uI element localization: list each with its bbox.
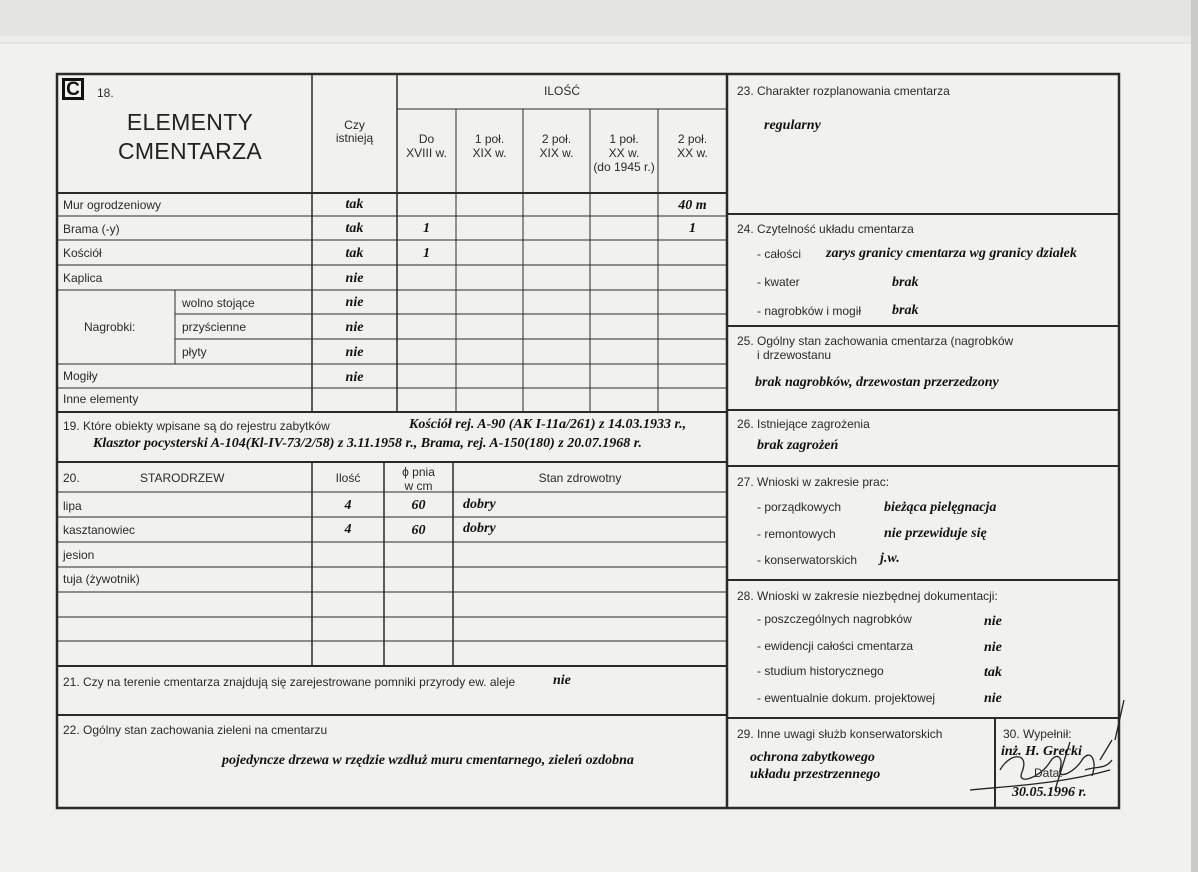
period-5-line2: XX w. <box>677 146 708 160</box>
s28-label: 28. Wnioski w zakresie niezbędnej dokumentacji: <box>737 589 998 603</box>
s24-kwater-label: - kwater <box>757 275 800 289</box>
s30-label: 30. Wypełnił: <box>1003 727 1072 741</box>
tree-kasztanowiec-phi: 60 <box>411 523 426 538</box>
s24-kwater-value: brak <box>892 275 919 290</box>
s29-line2: układu przestrzennego <box>750 767 881 782</box>
s28-studium-value: tak <box>984 665 1002 680</box>
s25-value: brak nagrobków, drzewostan przerzedzony <box>755 375 999 390</box>
s28-ewidencji-label: - ewidencji całości cmentarza <box>757 639 914 653</box>
tree-lipa-ilosc: 4 <box>344 498 352 513</box>
s19-line2: Klasztor pocysterski A-104(Kl-IV-73/2/58) z 3.11.1958 r., Brama, rej. A-150(180) z 20.07.1968 r. <box>93 436 642 451</box>
row-brama-czy: tak <box>345 221 364 236</box>
s26-label: 26. Istniejące zagrożenia <box>737 417 870 431</box>
s30-date-label: Data: <box>1034 766 1063 780</box>
period-4-line3: (do 1945 r.) <box>593 160 655 174</box>
period-3-line2: XIX w. <box>539 146 574 160</box>
s27-remontowych-label: - remontowych <box>757 527 836 541</box>
s26-value: brak zagrożeń <box>757 438 839 453</box>
brama-qty-do-xviii: 1 <box>423 221 430 236</box>
s24-calosci-label: - całości <box>757 247 802 261</box>
row-mogily-czy: nie <box>345 370 364 385</box>
tree-jesion-name: jesion <box>63 548 95 562</box>
brama-qty-2pol-xx: 1 <box>689 221 696 236</box>
s30-date: 30.05.1996 r. <box>1012 785 1087 800</box>
s24-nagrobkow-value: brak <box>892 303 919 318</box>
row-kaplica-label: Kaplica <box>63 271 103 285</box>
nagrobki-label: Nagrobki: <box>84 320 136 334</box>
s20-ilosc-header: Ilość <box>335 471 361 485</box>
row-mogily-label: Mogiły <box>63 369 98 383</box>
s21-value: nie <box>553 673 571 688</box>
row-wolno-czy: nie <box>345 295 364 310</box>
s20-phi-line1: ϕ pnia <box>402 465 435 479</box>
s25-label-line1: 25. Ogólny stan zachowania cmentarza (nagrobków <box>737 334 1014 348</box>
s27-remontowych-value: nie przewiduje się <box>884 526 987 541</box>
tree-lipa-phi: 60 <box>411 498 426 513</box>
s30-name: inż. H. Grecki <box>1001 744 1082 759</box>
period-1-line1: Do <box>418 132 435 146</box>
row-inne-label: Inne elementy <box>63 392 139 406</box>
s19-line1: Kościół rej. A-90 (AK I-11a/261) z 14.03.1933 r., <box>409 417 687 432</box>
row-brama-label: Brama (-y) <box>63 222 120 236</box>
s25-label-line2: i drzewostanu <box>757 348 832 362</box>
s27-konserwatorskich-label: - konserwatorskich <box>757 553 858 567</box>
row-kosciol-label: Kościół <box>63 246 102 260</box>
row-plyty-label: płyty <box>182 345 207 359</box>
s22-value: pojedyncze drzewa w rzędzie wzdłuż muru cmentarnego, zieleń ozdobna <box>222 753 634 768</box>
section-18-number: 18. <box>97 86 114 100</box>
mur-qty-2pol-xx: 40 m <box>678 198 707 213</box>
s19-label: 19. Które obiekty wpisane są do rejestru zabytków <box>63 419 330 433</box>
row-plyty-czy: nie <box>345 345 364 360</box>
s20-number: 20. <box>63 471 80 485</box>
row-kaplica-czy: nie <box>345 271 364 286</box>
s28-projektowej-value: nie <box>984 691 1002 706</box>
s28-studium-label: - studium historycznego <box>757 664 884 678</box>
s28-nagrobkow-value: nie <box>984 614 1002 629</box>
period-2-line1: 1 poł. <box>474 132 505 146</box>
s23-label: 23. Charakter rozplanowania cmentarza <box>737 84 950 98</box>
s22-label: 22. Ogólny stan zachowania zieleni na cmentarzu <box>63 723 328 737</box>
s24-nagrobkow-label: - nagrobków i mogił <box>757 304 862 318</box>
s27-label: 27. Wnioski w zakresie prac: <box>737 475 890 489</box>
s28-ewidencji-value: nie <box>984 640 1002 655</box>
row-wolno-label: wolno stojące <box>182 296 255 310</box>
s24-calosci-value: zarys granicy cmentarza wg granicy działek <box>826 246 1077 261</box>
elementy-title-line2: CMENTARZA <box>117 138 263 164</box>
tree-lipa-name: lipa <box>63 499 82 513</box>
row-mur-czy: tak <box>345 197 364 212</box>
tree-kasztanowiec-name: kasztanowiec <box>63 523 136 537</box>
s29-label: 29. Inne uwagi służb konserwatorskich <box>737 727 943 741</box>
czy-header-line2: istnieją <box>335 131 374 145</box>
s23-value: regularny <box>764 118 821 133</box>
row-mur-label: Mur ogrodzeniowy <box>63 198 162 212</box>
period-5-line1: 2 poł. <box>677 132 708 146</box>
period-4-line2: XX w. <box>608 146 640 160</box>
s27-porzadkowych-value: bieżąca pielęgnacja <box>884 500 997 515</box>
row-przyscienne-czy: nie <box>345 320 364 335</box>
kosciol-qty-do-xviii: 1 <box>423 246 430 261</box>
ilosc-header: ILOŚĆ <box>543 84 580 98</box>
s28-nagrobkow-label: - poszczególnych nagrobków <box>757 612 912 626</box>
s27-konserwatorskich-value: j.w. <box>880 551 900 566</box>
elementy-title-line1: ELEMENTY <box>126 109 254 135</box>
tree-kasztanowiec-stan: dobry <box>463 521 496 536</box>
tree-lipa-stan: dobry <box>463 497 496 512</box>
s20-phi-line2: w cm <box>404 479 433 493</box>
s20-title: STARODRZEW <box>140 471 225 485</box>
s28-projektowej-label: - ewentualnie dokum. projektowej <box>757 691 936 705</box>
s20-stan-header: Stan zdrowotny <box>538 471 622 485</box>
tree-tuja-name: tuja (żywotnik) <box>63 572 140 586</box>
period-3-line1: 2 poł. <box>541 132 572 146</box>
s27-porzadkowych-label: - porządkowych <box>757 500 842 514</box>
tree-kasztanowiec-ilosc: 4 <box>344 522 352 537</box>
s24-label: 24. Czytelność układu cmentarza <box>737 222 914 236</box>
section-letter-c: C <box>62 78 84 100</box>
row-przyscienne-label: przyścienne <box>182 320 247 334</box>
row-kosciol-czy: tak <box>345 246 364 261</box>
czy-header-line1: Czy <box>344 118 365 132</box>
period-1-line2: XVIII w. <box>406 146 447 160</box>
s21-label: 21. Czy na terenie cmentarza znajdują się zarejestrowane pomniki przyrody ew. aleje <box>63 675 516 689</box>
period-4-line1: 1 poł. <box>609 132 639 146</box>
period-2-line2: XIX w. <box>472 146 507 160</box>
s29-line1: ochrona zabytkowego <box>750 750 875 765</box>
